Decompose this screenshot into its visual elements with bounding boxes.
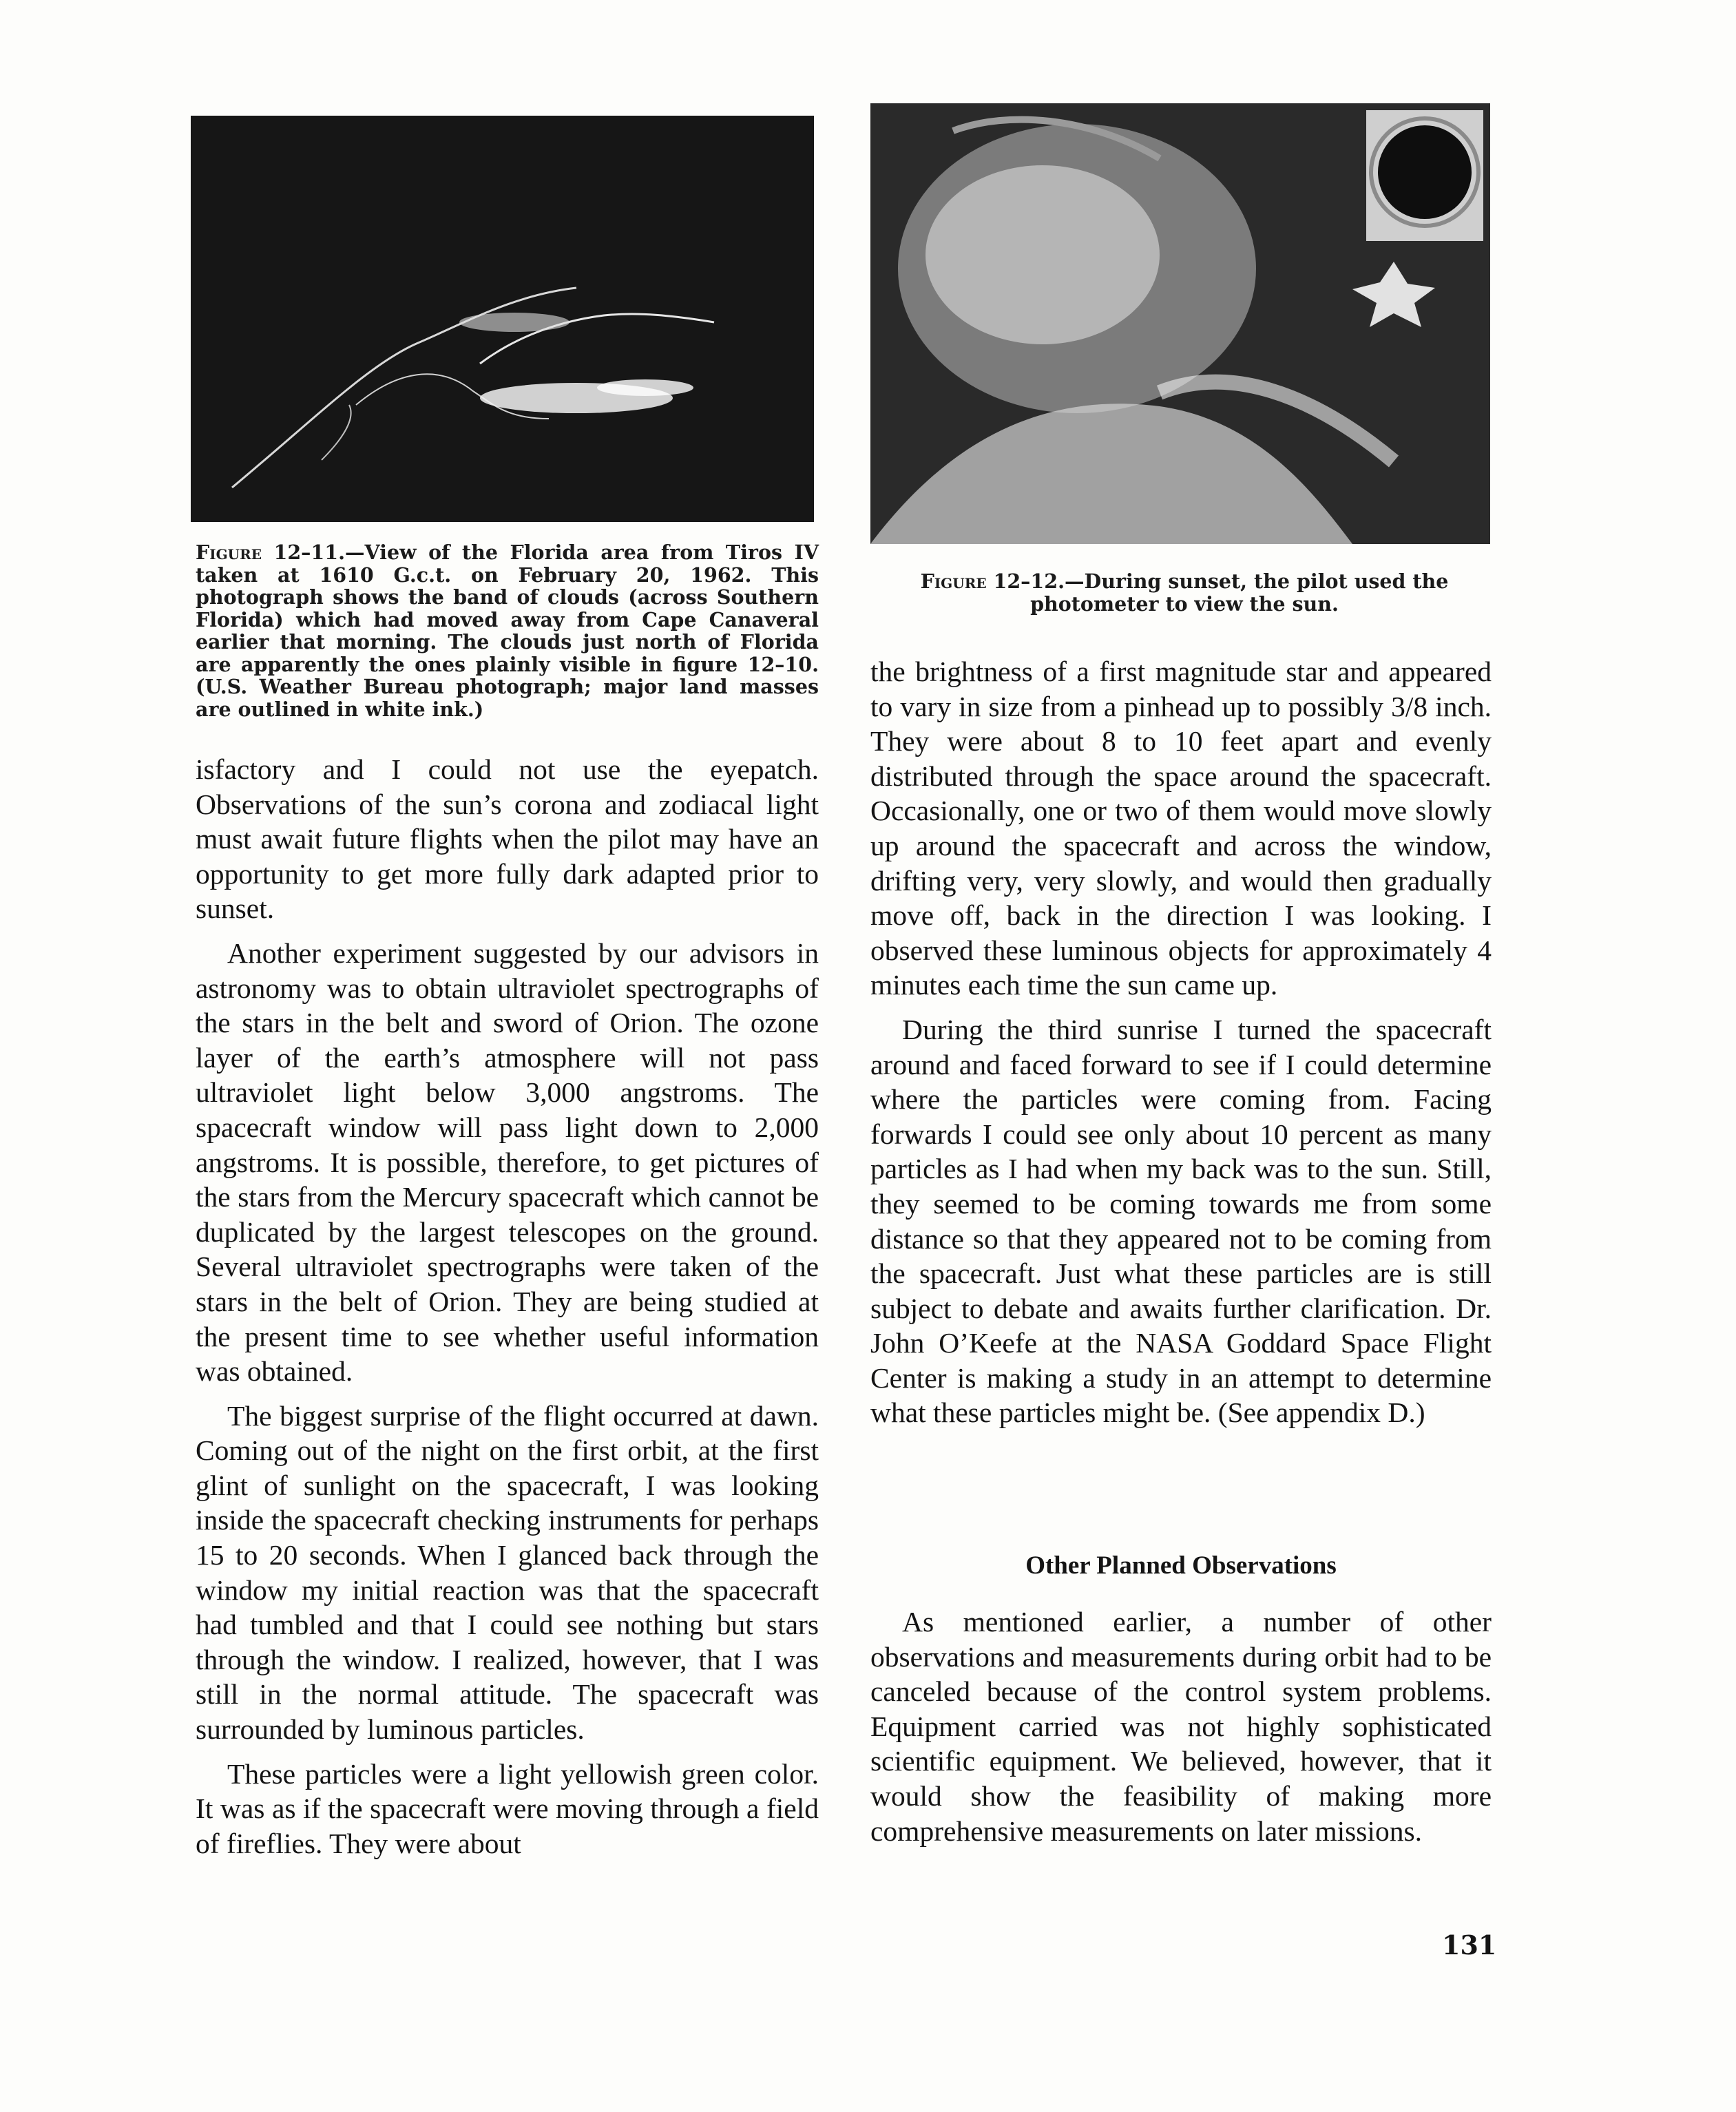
right-paragraph-3: As mentioned earlier, a number of other observations and measurements during orbit had to be canceled because of the control system problems. Equipment carried was not highly sophisticated scientific equipment. We believed, however, that it would show the feasibility of making more comprehensive measurements on later missions. [870, 1606, 1492, 1847]
figure-12-12-caption [888, 570, 1481, 615]
right-paragraph-2: During the third sunrise I turned the spacecraft around and faced forward to see if I could determine where the particles were coming from. Facing forwards I could see only about 10 percent as many particles as I had when my back was to the sun. Still, they seemed to be coming towards me from some distance so that they appeared not to be coming from the spacecraft. Just what these particles are is still subject to debate and awaits further clarification. Dr. John O’Keefe at the NASA Goddard Space Flight Center is making a study in an attempt to determine what these particles might be. (See appendix D.) [870, 1013, 1492, 1429]
figure-12-12-label: Figure 12–12. [920, 569, 1065, 593]
figure-12-11-caption-text: —View of the Florida area from Tiros IV taken at 1610 G.c.t. on February 20, 1962. This photograph shows the band of clouds (across Southern Florida) which had moved away from Cape Canaveral earlier that morning. The clouds just north of Florida are apparently the ones plainly visible in figure 12–10. (U.S. Weather Bureau photograph; major land masses are outlined in white ink.) [196, 541, 819, 721]
figure-12-11-photo [191, 116, 814, 522]
right-column-lower [870, 1604, 1492, 1848]
left-paragraph-1: isfactory and I could not use the eyepatch. Observations of the sun’s corona and zodiacal light must await future flights when the pilot may have an opportunity to get more fully dark adapted prior to sunset. [196, 753, 819, 925]
right-column-upper [870, 654, 1492, 1430]
left-column [196, 752, 819, 1861]
page-number: 131 [1442, 1930, 1497, 1961]
left-paragraph-3: The biggest surprise of the flight occurred at dawn. Coming out of the night on the first orbit, at the first glint of sunlight on the spacecraft, I was looking inside the spacecraft checking instruments for perhaps 15 to 20 seconds. When I glanced back through the window my initial reaction was that the spacecraft had tumbled and that I could see nothing but stars through the window. I realized, however, that I was still in the normal attitude. The spacecraft was surrounded by luminous particles. [196, 1399, 819, 1746]
figure-12-12-photo [870, 103, 1490, 544]
figure-12-11-caption [196, 541, 819, 720]
right-paragraph-1: the brightness of a first magnitude star and appeared to vary in size from a pinhead up to possibly 3/8 inch. They were about 8 to 10 feet apart and evenly distributed through the space around the spacecraft. Occasionally, one or two of them would move slowly up around the spacecraft and across the window, drifting very, very slowly, and would then gradually move off, back in the direction I was looking. I observed these luminous objects for approximately 4 minutes each time the sun came up. [870, 656, 1492, 1001]
left-paragraph-4: These particles were a light yellowish green color. It was as if the spacecraft were moving through a field of fireflies. They were about [196, 1757, 819, 1859]
figure-12-11-label: Figure 12–11. [196, 541, 345, 564]
left-paragraph-2: Another experiment suggested by our advisors in astronomy was to obtain ultraviolet spectrographs of the stars in the belt and sword of Orion. The ozone layer of the earth’s atmosphere will not pass ultraviolet light below 3,000 angstroms. The spacecraft window will pass light down to 2,000 angstroms. It is possible, therefore, to get pictures of the stars from the Mercury spacecraft which cannot be duplicated by the largest telescopes on the ground. Several ultraviolet spectrographs were taken of the stars in the belt of Orion. They are being studied at the present time to see whether useful information was obtained. [196, 937, 819, 1388]
section-heading: Other Planned Observations [1025, 1551, 1337, 1580]
figure-12-12-caption-text: —During sunset, the pilot used the photometer to view the sun. [1030, 569, 1449, 616]
